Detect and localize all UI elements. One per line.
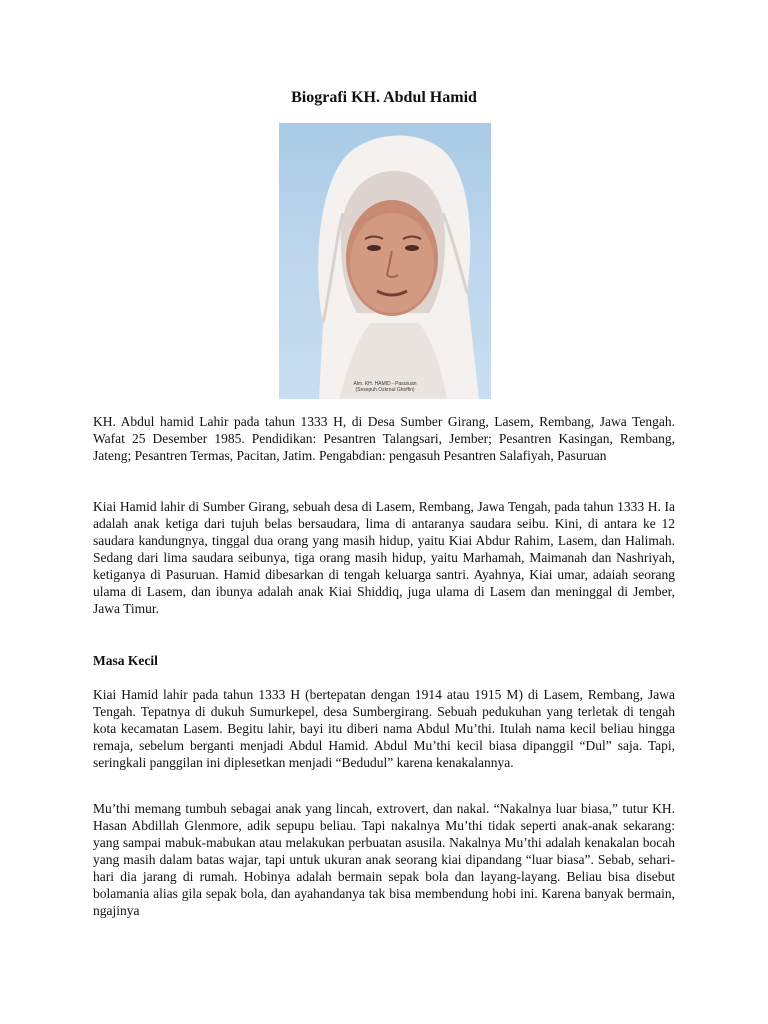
- paragraph-text: Kiai Hamid lahir pada tahun 1333 H (bertepatan dengan 1914 atau 1915 M) di Lasem, Rembang, Jawa Tengah. Tepatnya di dukuh Sumurkepel, desa Sumbergirang. Sebuah pedukuhan yang terletak di tengah kota kecamatan Lasem. Begitu lahir, bayi itu diberi nama Abdul Mu’thi. Itulah nama kecil beliau hingga remaja, sebelum berganti menjadi Abdul Hamid. Abdul Mu’thi kecil biasa dipanggil “Dul” saja. Tapi, seringkali panggilan ini diplesetkan menjadi “Bedudul” karena kenakalannya.: [93, 687, 675, 770]
- portrait-photo: [279, 123, 491, 399]
- paragraph-childhood: [93, 686, 675, 771]
- photo-caption-line-2: (Sesepuh Ozkroul Ghoffin): [355, 387, 415, 393]
- paragraph-intro: [93, 413, 675, 464]
- paragraph-text: Kiai Hamid lahir di Sumber Girang, sebuah desa di Lasem, Rembang, Jawa Tengah, pada tahun 1333 H. Ia adalah anak ketiga dari tujuh belas bersaudara, lima di antaranya saudara seibu. Kini, di antara ke 12 saudara kandungnya, tinggal dua orang yang masih hidup, yaitu Kiai Abdur Rahim, Lasem, dan Halimah. Sedang dari lima saudara seibunya, tiga orang masih hidup, yaitu Marhamah, Maimanah dan Nashriyah, ketiganya di Pasuruan. Hamid dibesarkan di tengah keluarga santri. Ayahnya, Kiai umar, adaiah seorang ulama di Lasem, dan ibunya adalah anak Kiai Shiddiq, juga ulama di Lasem dan meninggal di Jember, Jawa Timur.: [93, 499, 675, 616]
- paragraph-text: Mu’thi memang tumbuh sebagai anak yang lincah, extrovert, dan nakal. “Nakalnya luar biasa,” tutur KH. Hasan Abdillah Glenmore, adik sepupu beliau. Tapi nakalnya Mu’thi tidak seperti anak-anak sekarang: yang sampai mabuk-mabukan atau melakukan perbuatan asusila. Nakalnya Mu’thi adalah kenakalan bocah yang masih dalam batas wajar, tapi untuk ukuran anak seorang kiai dipandang “luar biasa”. Sebab, sehari-hari dia jarang di rumah. Hobinya adalah bermain sepak bola dan layang-layang. Beliau bisa disebut bolamania alias gila sepak bola, dan ayahandanya tak bisa membendung hobi ini. Karena banyak bermain, ngajinya: [93, 801, 675, 918]
- photo-caption: [279, 381, 491, 393]
- page-title: Biografi KH. Abdul Hamid: [291, 89, 477, 106]
- photo-caption-line-1: Alm. KH. HAMID - Pasuruan: [353, 381, 417, 387]
- paragraph-family: [93, 498, 675, 617]
- paragraph-text: KH. Abdul hamid Lahir pada tahun 1333 H, di Desa Sumber Girang, Lasem, Rembang, Jawa Tengah. Wafat 25 Desember 1985. Pendidikan: Pesantren Talangsari, Jember; Pesantren Kasingan, Rembang, Jateng; Pesantren Termas, Pacitan, Jatim. Pengabdian: pengasuh Pesantren Salafiyah, Pasuruan: [93, 414, 675, 463]
- paragraph-naughty: [93, 800, 675, 919]
- section-heading: Masa Kecil: [93, 653, 158, 668]
- portrait-photo-icon: [279, 123, 491, 399]
